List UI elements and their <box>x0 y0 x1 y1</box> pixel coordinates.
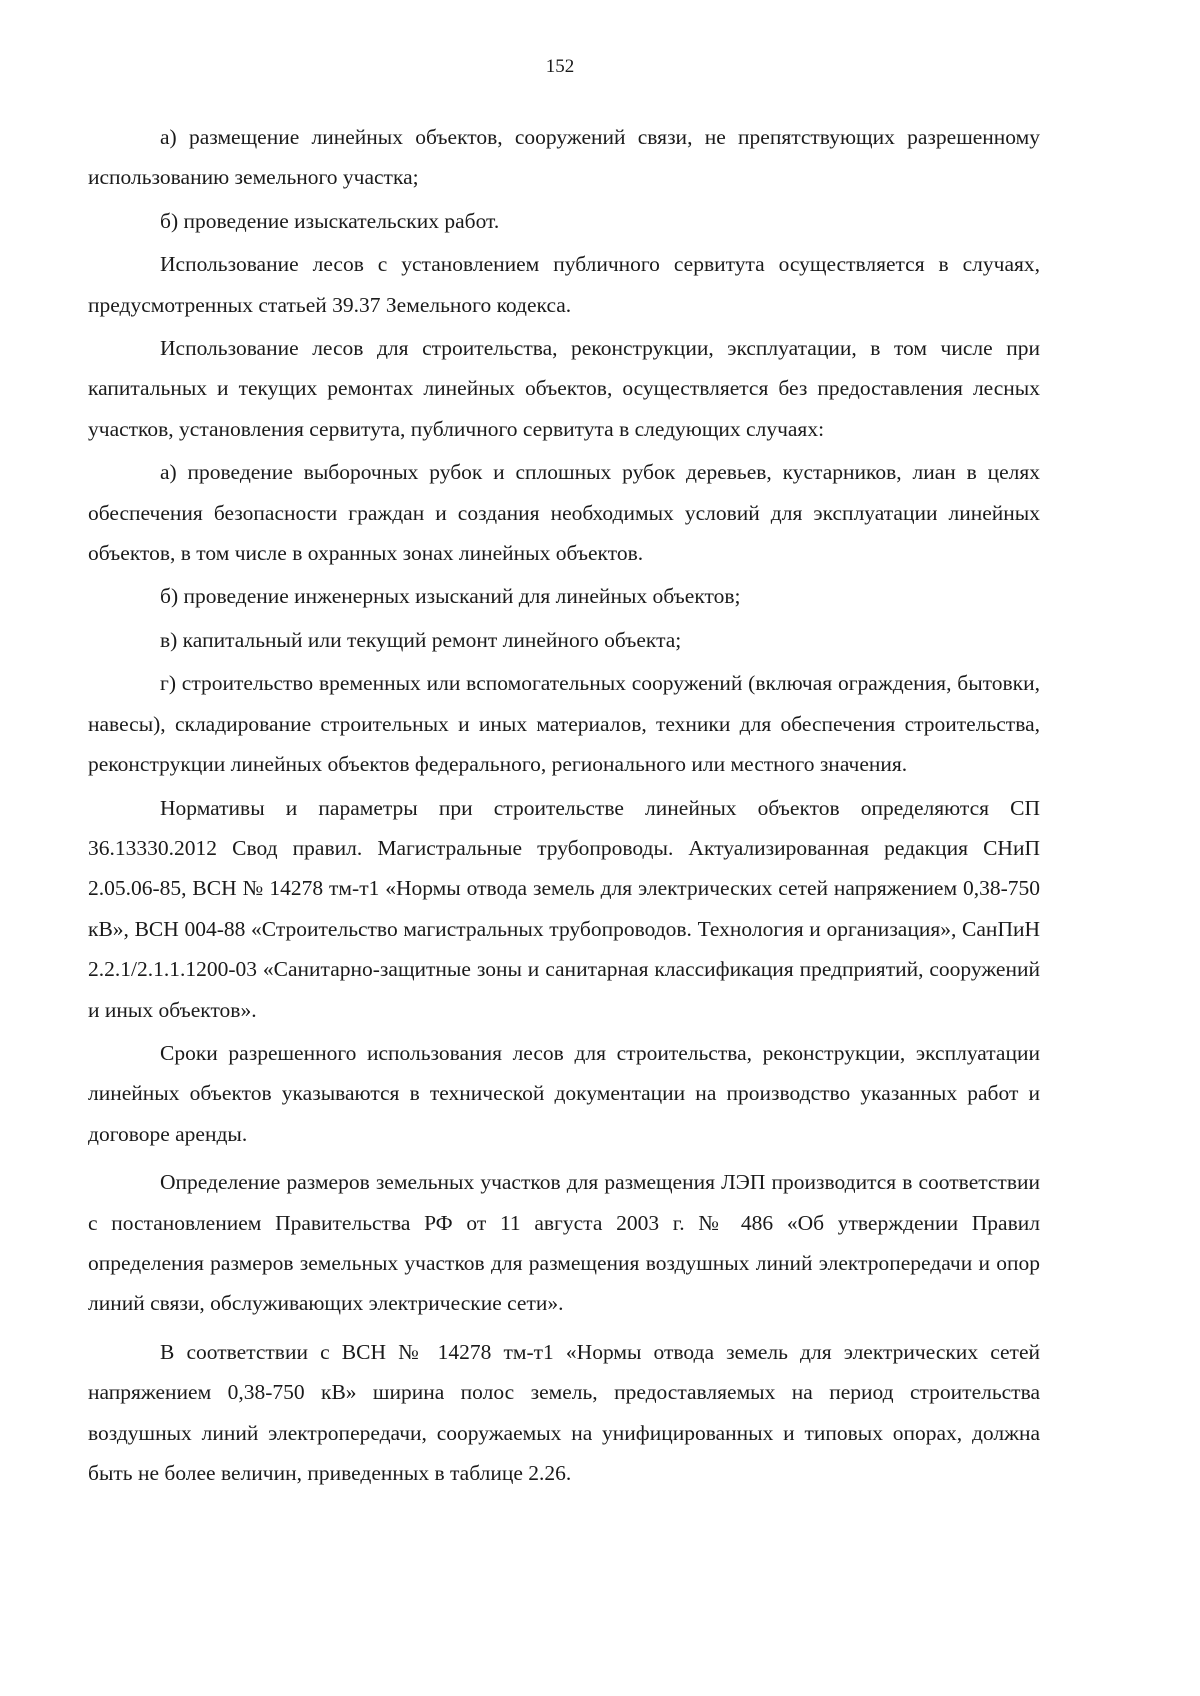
paragraph-public-servitude: Использование лесов с установлением публичного сервитута осуществляется в случаях, предусмотренных статьей 39.37 Земельного кодекса. <box>88 252 1040 317</box>
paragraph-item-g-temporary-structures: г) строительство временных или вспомогательных сооружений (включая ограждения, бытовки, навесы), складирование строительных и иных материалов, техники для обеспечения строительства, реконструкции линейных объектов федерального, регионального или местного значения. <box>88 671 1040 777</box>
paragraph-strip-width: В соответствии с ВСН № 14278 тм-т1 «Нормы отвода земель для электрических сетей напряжением 0,38-750 кВ» ширина полос земель, предоставляемых на период строительства воздушных линий электропередачи, сооружаемых на унифицированных и типовых опорах, должна быть не более величин, приведенных в таблице 2.26. <box>88 1339 1040 1485</box>
page-number: 152 <box>545 56 575 77</box>
paragraph-forest-use-cases: Использование лесов для строительства, реконструкции, эксплуатации, в том числе при капитальных и текущих ремонтах линейных объектов, осуществляется без предоставления лесных участков, установления сервитута, публичного сервитута в следующих случаях: <box>88 336 1040 441</box>
document-body <box>88 117 1040 1493</box>
paragraph-power-line-land-size: Определение размеров земельных участков для размещения ЛЭП производится в соответствии с постановлением Правительства РФ от 11 августа 2003 г. № 486 «Об утверждении Правил определения размеров земельных участков для размещения воздушных линий электропередачи и опор линий связи, обслуживающих электрические сети». <box>88 1170 1040 1316</box>
paragraph-item-v-repair: в) капитальный или текущий ремонт линейного объекта; <box>160 627 682 652</box>
paragraph-item-b-engineering-surveys: б) проведение инженерных изысканий для линейных объектов; <box>160 584 741 609</box>
paragraph-item-a-placement: а) размещение линейных объектов, сооружений связи, не препятствующих разрешенному использованию земельного участка; <box>88 125 1040 190</box>
paragraph-norms-and-parameters: Нормативы и параметры при строительстве линейных объектов определяются СП 36.13330.2012 Свод правил. Магистральные трубопроводы. Актуализированная редакция СНиП 2.05.06-85, ВСН № 14278 тм-т1 «Нормы отвода земель для электрических сетей напряжением 0,38-750 кВ», ВСН 004-88 «Строительство магистральных трубопроводов. Технология и организация», СанПиН 2.2.1/2.1.1.1200-03 «Санитарно-защитные зоны и санитарная классификация предприятий, сооружений и иных объектов». <box>88 795 1040 1022</box>
paragraph-permitted-use-terms: Сроки разрешенного использования лесов для строительства, реконструкции, эксплуатации линейных объектов указываются в технической документации на производство указанных работ и договоре аренды. <box>88 1040 1040 1146</box>
paragraph-item-b-surveys: б) проведение изыскательских работ. <box>160 208 500 233</box>
paragraph-item-a-felling: а) проведение выборочных рубок и сплошных рубок деревьев, кустарников, лиан в целях обеспечения безопасности граждан и создания необходимых условий для эксплуатации линейных объектов, в том числе в охранных зонах линейных объектов. <box>88 460 1040 566</box>
